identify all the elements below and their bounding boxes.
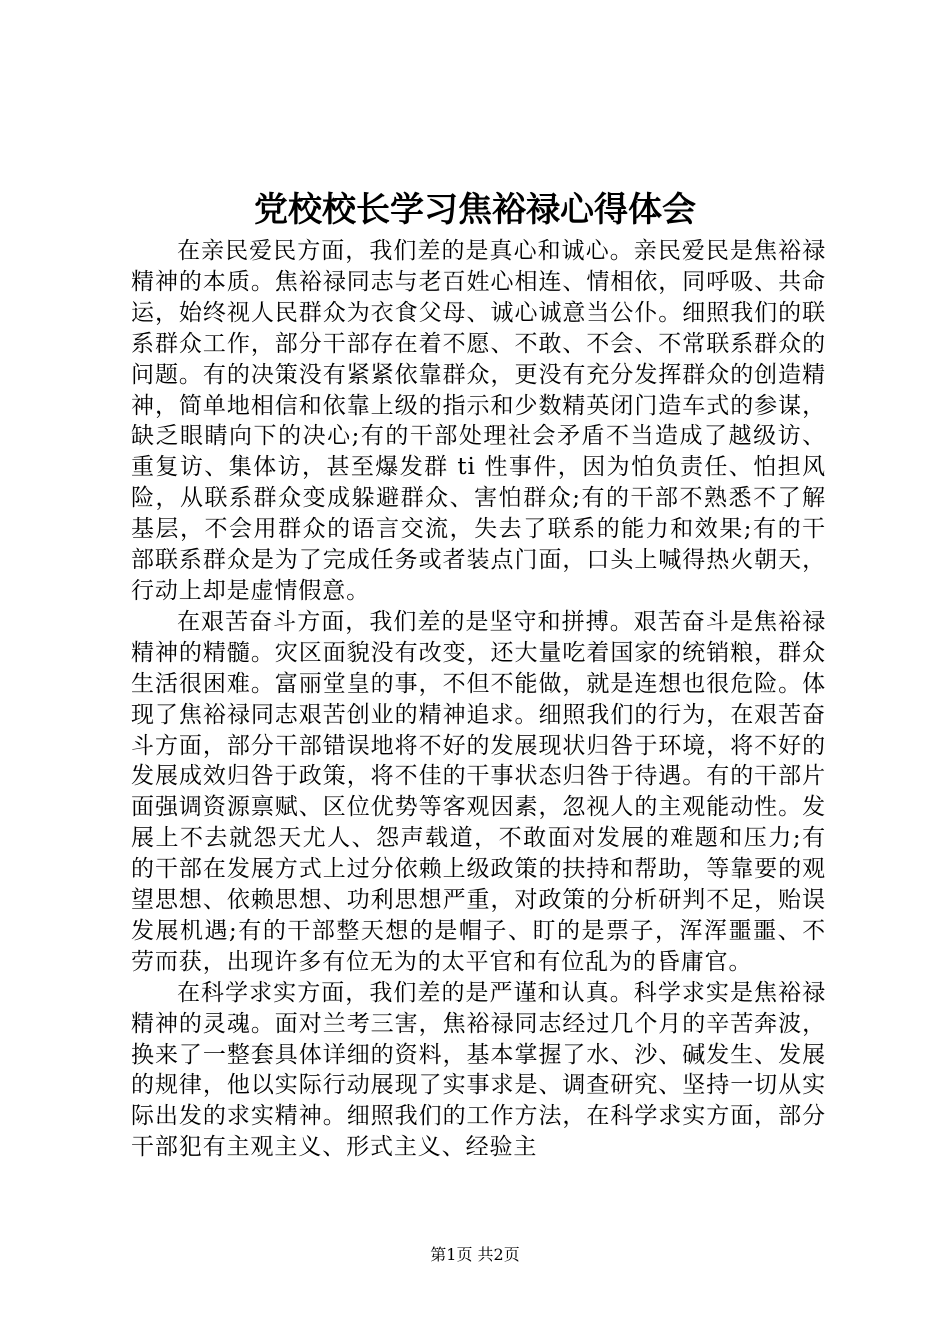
- document-title: 党校校长学习焦裕禄心得体会: [254, 190, 696, 230]
- document-body: [131, 236, 826, 1163]
- paragraph-3: 在科学求实方面，我们差的是严谨和认真。科学求实是焦裕禄精神的灵魂。面对兰考三害，焦裕禄同志经过几个月的辛苦奔波，换来了一整套具体详细的资料，基本掌握了水、沙、碱发生、发展的规律，他以实际行动展现了实事求是、调查研究、坚持一切从实际出发的求实精神。细照我们的工作方法，在科学求实方面，部分干部犯有主观主义、形式主义、经验主: [131, 979, 826, 1161]
- page-footer: 第1页 共2页: [430, 1245, 520, 1264]
- paragraph-2: 在艰苦奋斗方面，我们差的是坚守和拼搏。艰苦奋斗是焦裕禄精神的精髓。灾区面貌没有改变，还大量吃着国家的统销粮，群众生活很困难。富丽堂皇的事，不但不能做，就是连想也很危险。体现了焦裕禄同志艰苦创业的精神追求。细照我们的行为，在艰苦奋斗方面，部分干部错误地将不好的发展现状归咎于环境，将不好的发展成效归咎于政策，将不佳的干事状态归咎于待遇。有的干部片面强调资源禀赋、区位优势等客观因素，忽视人的主观能动性。发展上不去就怨天尤人、怨声载道，不敢面对发展的难题和压力;有的干部在发展方式上过分依赖上级政策的扶持和帮助，等靠要的观望思想、依赖思想、功利思想严重，对政策的分析研判不足，贻误发展机遇;有的干部整天想的是帽子、盯的是票子，浑浑噩噩、不劳而获，出现许多有位无为的太平官和有位乱为的昏庸官。: [131, 608, 826, 975]
- paragraph-1: 在亲民爱民方面，我们差的是真心和诚心。亲民爱民是焦裕禄精神的本质。焦裕禄同志与老百姓心相连、情相依，同呼吸、共命运，始终视人民群众为衣食父母、诚心诚意当公仆。细照我们的联系群众工作，部分干部存在着不愿、不敢、不会、不常联系群众的问题。有的决策没有紧紧依靠群众，更没有充分发挥群众的创造精神，简单地相信和依靠上级的指示和少数精英闭门造车式的参谋，缺乏眼睛向下的决心;有的干部处理社会矛盾不当造成了越级访、重复访、集体访，甚至爆发群 ti 性事件，因为怕负责任、怕担风险，从联系群众变成躲避群众、害怕群众;有的干部不熟悉不了解基层，不会用群众的语言交流，失去了联系的能力和效果;有的干部联系群众是为了完成任务或者装点门面，口头上喊得热火朝天，行动上却是虚情假意。: [131, 238, 826, 604]
